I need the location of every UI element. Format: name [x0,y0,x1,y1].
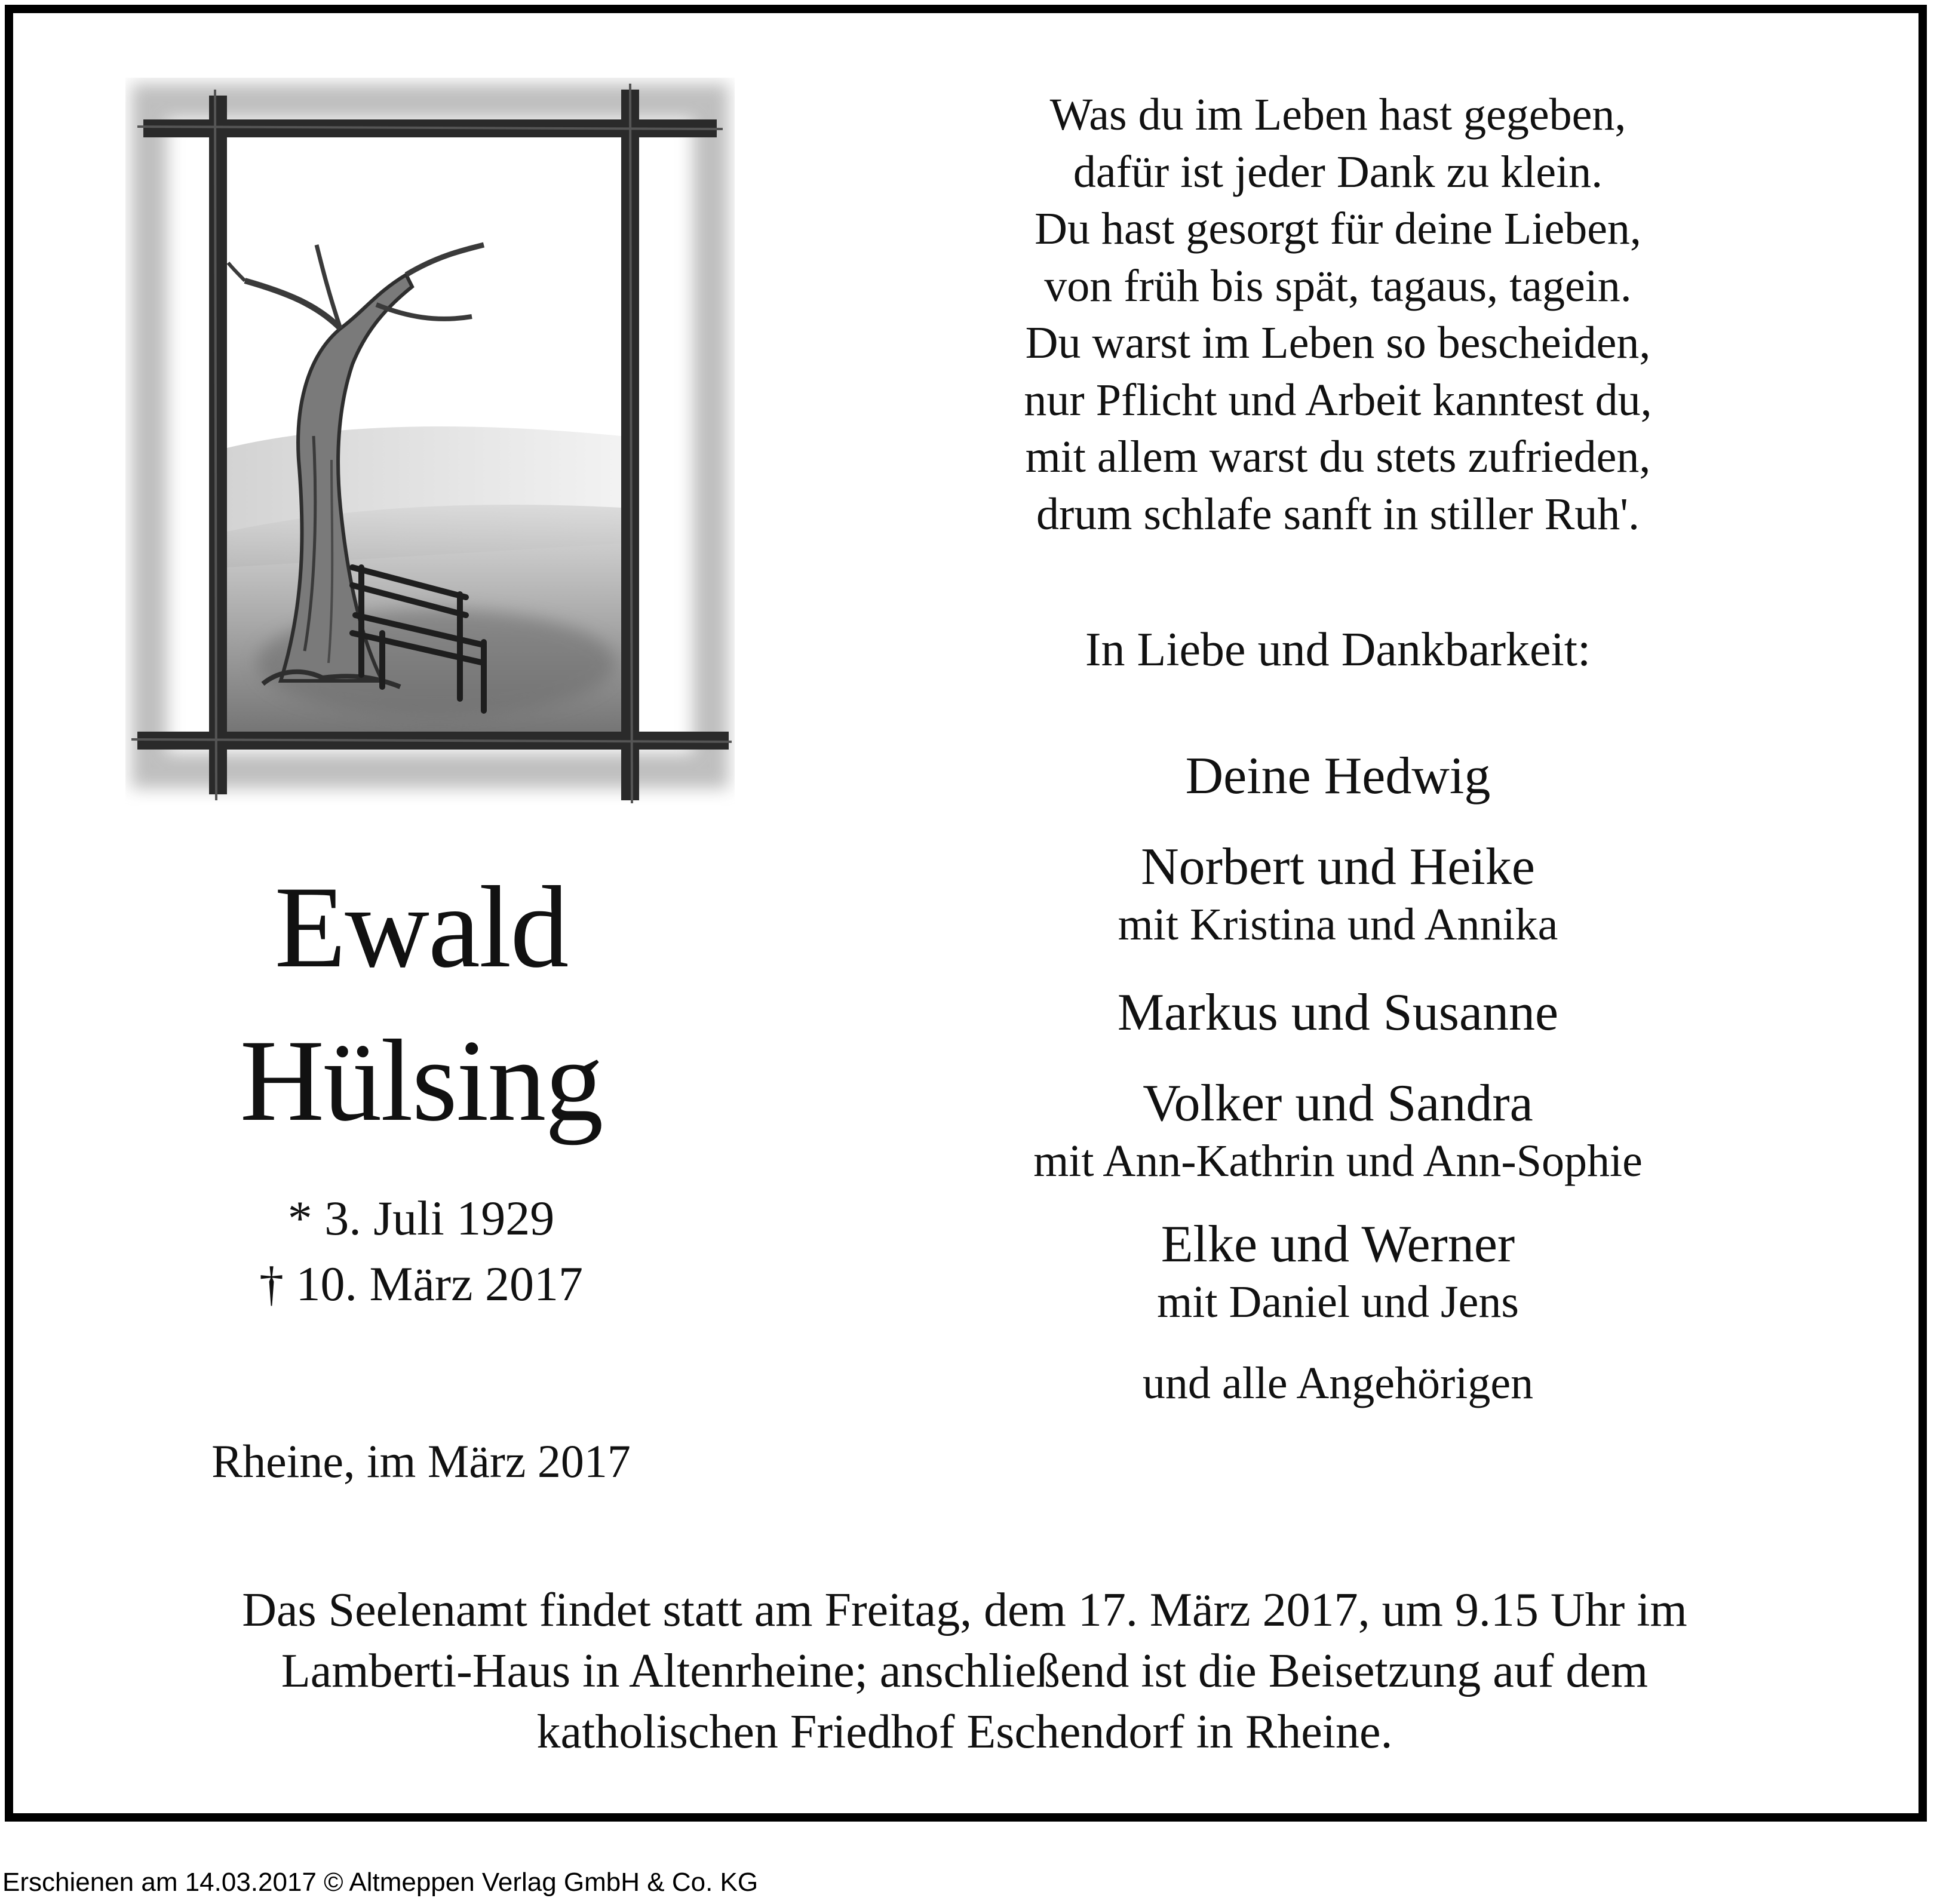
poem-line: Du warst im Leben so bescheiden, [1025,318,1651,368]
family-relatives: und alle Angehörigen [1142,1358,1534,1408]
poem-line: mit allem warst du stets zufrieden, [1025,432,1651,482]
family-children: mit Kristina und Annika [1118,899,1558,950]
poem-line: Du hast gesorgt für deine Lieben, [1035,204,1641,254]
family-group [860,747,1816,806]
poem-line: dafür ist jeder Dank zu klein. [1073,146,1603,197]
poem-line: drum schlafe sanft in stiller Ruh'. [1036,489,1640,539]
poem-line: Was du im Leben hast gegeben, [1049,90,1626,140]
family-group [860,1074,1816,1189]
family-name: Norbert und Heike [1141,838,1535,896]
poem-line: nur Pflicht und Arbeit kanntest du, [1024,374,1652,425]
birth-date: * 3. Juli 1929 [287,1191,555,1245]
family-name: Deine Hedwig [1185,747,1491,805]
family-group [860,837,1816,952]
poem [860,87,1816,543]
place-date: Rheine, im März 2017 [211,1435,631,1487]
family-list [860,747,1816,1411]
funeral-notice [72,1580,1858,1762]
notice-line: Lamberti-Haus in Altenrheine; anschließend ist die Beisetzung auf dem [281,1645,1649,1697]
dedication: In Liebe und Dankbarkeit: [1085,624,1591,676]
notice-line: katholischen Friedhof Eschendorf in Rheine. [536,1706,1393,1758]
publication-footer: Erschienen am 14.03.2017 © Altmeppen Verlag GmbH & Co. KG [2,1868,759,1897]
life-dates [84,1186,759,1317]
family-name: Elke und Werner [1161,1215,1515,1273]
family-name: Volker und Sandra [1143,1074,1533,1132]
tree-bench-illustration [125,78,735,806]
last-name: Hülsing [240,1016,603,1146]
family-group [860,983,1816,1043]
notice-line: Das Seelenamt findet statt am Freitag, dem 17. März 2017, um 9.15 Uhr im [242,1584,1687,1636]
first-name: Ewald [274,862,568,992]
family-children: mit Ann-Kathrin und Ann-Sophie [1033,1136,1643,1186]
family-children: mit Daniel und Jens [1157,1277,1519,1327]
family-name: Markus und Susanne [1117,984,1559,1042]
family-group [860,1356,1816,1411]
family-group [860,1215,1816,1329]
death-date: † 10. März 2017 [259,1257,583,1311]
poem-line: von früh bis spät, tagaus, tagein. [1044,260,1632,311]
